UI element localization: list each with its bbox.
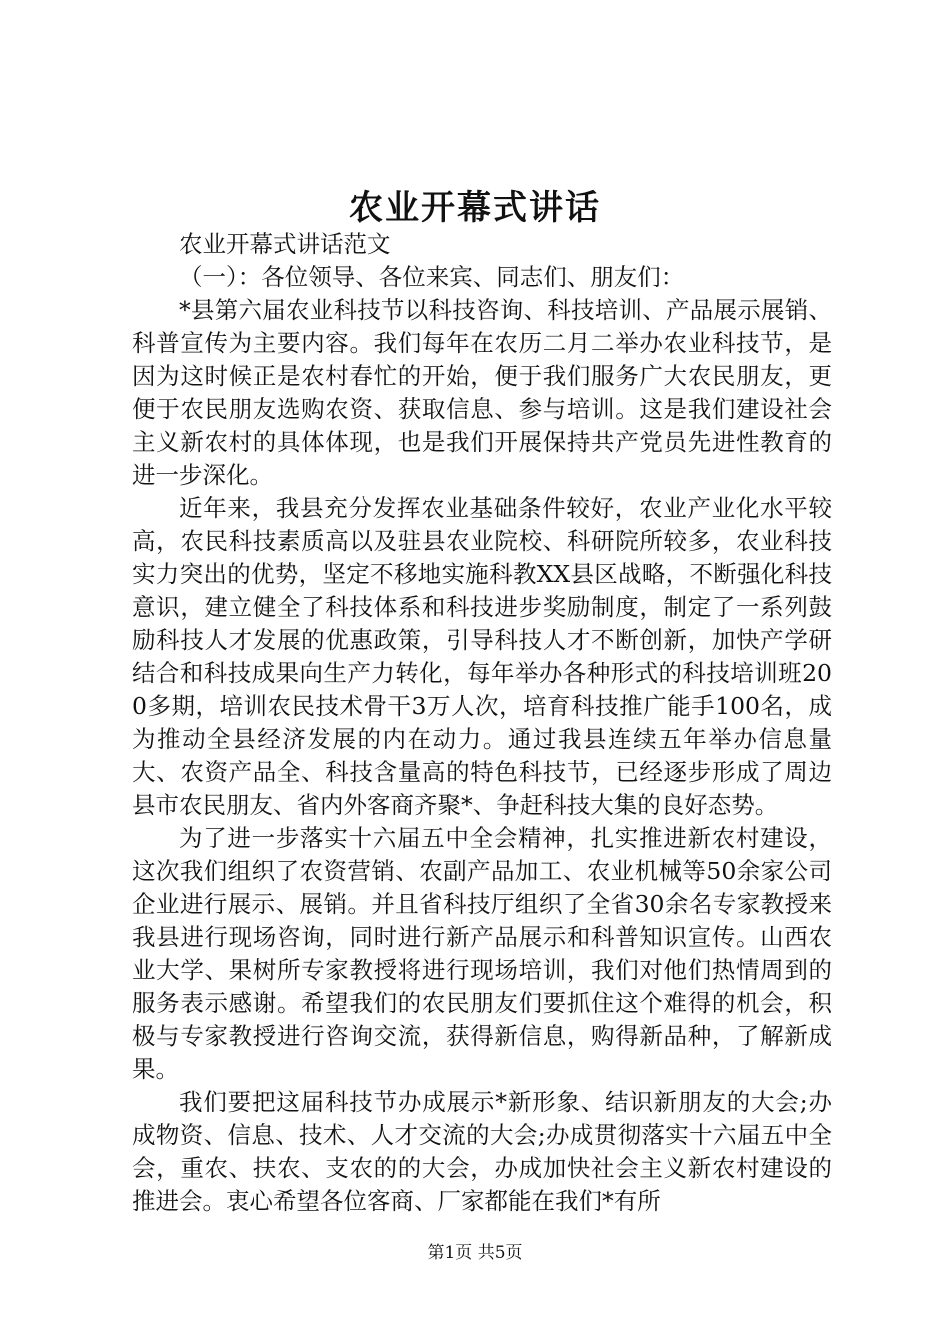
paragraph: *县第六届农业科技节以科技咨询、科技培训、产品展示展销、科普宣传为主要内容。我们每年在农历二月二举办农业科技节，是因为这时候正是农村春忙的开始，便于我们服务广大农民朋友，更便于农民朋友选购农资、获取信息、参与培训。这是我们建设社会主义新农村的具体体现，也是我们开展保持共产党员先进性教育的进一步深化。 xyxy=(132,296,832,489)
page-number-footer: 第1页 共5页 xyxy=(427,1243,523,1263)
paragraph: 我们要把这届科技节办成展示*新形象、结识新朋友的大会;办成物资、信息、技术、人才交流的大会;办成贯彻落实十六届五中全会，重农、扶农、支农的的大会，办成加快社会主义新农村建设的推进会。衷心希望各位客商、厂家都能在我们*有所 xyxy=(132,1088,832,1215)
paragraph: 近年来，我县充分发挥农业基础条件较好，农业产业化水平较高，农民科技素质高以及驻县农业院校、科研院所较多，农业科技实力突出的优势，坚定不移地实施科教XX县区战略，不断强化科技意识，建立健全了科技体系和科技进步奖励制度，制定了一系列鼓励科技人才发展的优惠政策，引导科技人才不断创新，加快产学研结合和科技成果向生产力转化，每年举办各种形式的科技培训班200多期，培训农民技术骨干3万人次，培育科技推广能手100名，成为推动全县经济发展的内在动力。通过我县连续五年举办信息量大、农资产品全、科技含量高的特色科技节，已经逐步形成了周边县市农民朋友、省内外客商齐聚*、争赶科技大集的良好态势。 xyxy=(132,494,832,819)
document-title: 农业开幕式讲话 xyxy=(349,188,601,228)
paragraph-subtitle: 农业开幕式讲话范文 xyxy=(179,230,391,258)
paragraph-salutation: （一）：各位领导、各位来宾、同志们、朋友们： xyxy=(179,263,685,291)
document-body xyxy=(132,228,832,1218)
paragraph: 为了进一步落实十六届五中全会精神，扎实推进新农村建设，这次我们组织了农资营销、农副产品加工、农业机械等50余家公司企业进行展示、展销。并且省科技厅组织了全省30余名专家教授来我县进行现场咨询，同时进行新产品展示和科普知识宣传。山西农业大学、果树所专家教授将进行现场培训，我们对他们热情周到的服务表示感谢。希望我们的农民朋友们要抓住这个难得的机会，积极与专家教授进行咨询交流，获得新信息，购得新品种，了解新成果。 xyxy=(132,824,832,1083)
